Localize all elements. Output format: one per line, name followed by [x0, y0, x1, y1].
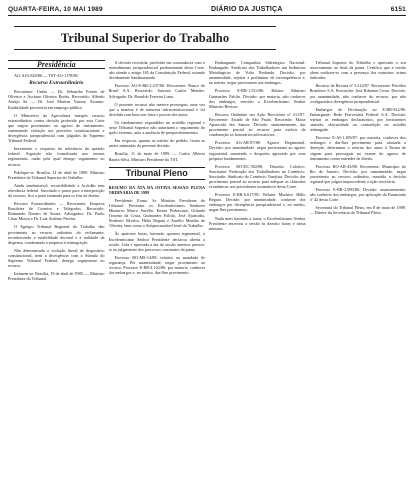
paragraph: Processo RO-MS-14/88, relativo ao mandado de segurança. Por unanimidade, negar provimento ao recurso. Processo E-RR-4.102/86: por maioria, conhecer dos embargos e, no mérito, dar-lhes provimento.: [108, 254, 205, 276]
recurso-heading: Recurso Extraordinário: [29, 80, 84, 87]
header-page-number: 6151: [390, 6, 406, 13]
case-codes: AG-AI-6.820/86 — TST-AG-1178/86: [14, 73, 78, 79]
paragraph: Brasília, 11 de maio de 1989. — Carlos Alberto Barata Silva, Ministro Presidente do TST.: [108, 151, 205, 162]
paragraph: Em resposta, quanto ao mérito do pedido, ficam as partes intimadas da presente decisão.: [108, 138, 205, 149]
paragraph: Embargos de Declaração no E-RR-812/86. Embargante: Rede Ferroviária Federal S.A. Decisão: rejeitar os embargos declaratórios, por inexistentes omissão, obscuridade ou contradição no acórdão embargado.: [309, 106, 406, 133]
paragraph: Recurso Extraordinário — Recorrente: Empresa Brasileira de Correios e Telégrafos. Recorrido: Raimundo Nonato de Souza. Advogados: Dr. Paulo César Moura e Dr. Luiz Antônio Pereira.: [8, 201, 105, 222]
paragraph: Presidente: Exmo. Sr. Ministro Presidente do Tribunal. Presentes os Excelentíssimos Senhores Ministros Marco Aurélio, Ermes Pedrassani, Orlando Teixeira da Costa, Guimarães Falcão, José Ajuricaba, Norberto Silveira, Hélio Regato e Aurélio Mendes de Oliveira, bem como o Subprocurador-Geral do Trabalho.: [108, 197, 205, 229]
column-3: [209, 60, 306, 500]
paragraph: Secretaria do Tribunal Pleno, em 8 de maio de 1989. — Diretor da Secretaria do Tribunal Pleno.: [309, 205, 406, 216]
paragraph: Processo E-AI-1.109/87: por maioria, conhecer dos embargos e dar-lhes provimento para, afastada a deserção, determinar o retorno dos autos à Turma de origem para prosseguir no exame do agravo de instrumento como entender de direito.: [309, 135, 406, 161]
paragraph: Os fundamentos expendidos no acórdão regional e neste Tribunal Superior não autorizam o seguimento do apelo extremo, ante a ausência de prequestionamento.: [108, 119, 205, 136]
paragraph: Embargante: Companhia Siderúrgica Nacional. Embargado: Sindicato dos Trabalhadores nas Indústrias Metalúrgicas de Volta Redonda. Decisão: por unanimidade, rejeitar a preliminar de incompetência e, no mérito, negar provimento aos embargos.: [209, 60, 306, 86]
paragraph: Não demonstrada a violação literal de dispositivo constitucional, nem a divergência com a Súmula do Supremo Tribunal Federal, denego seguimento ao recurso.: [8, 247, 105, 269]
section-title: Tribunal Superior do Trabalho: [14, 26, 276, 50]
paragraph: Processo E-RR-6.617/85: Relator Ministro Hélio Regato. Decisão: por unanimidade, conhecer dos embargos por divergência jurisprudencial e, no mérito, negar-lhes provimento.: [209, 192, 306, 213]
paragraph: Processo RO-DC-302/88: Dissídio Coletivo. Suscitante: Federação dos Trabalhadores no Comércio. Suscitado: Sindicato do Comércio Varejista. Decisão: dar provimento parcial ao recurso para adequar as cláusulas econômicas aos precedentes normativos desta Corte.: [209, 163, 306, 190]
running-header: [8, 6, 406, 16]
header-date: QUARTA-FEIRA, 10 MAI 1989: [8, 6, 103, 13]
article-columns: [8, 60, 406, 500]
paragraph: Intimem-se. Brasília, 19 de abril de 1989. — Ministro Presidente do Tribunal.: [8, 271, 105, 282]
paragraph: Processo E-RR-1.553/86: Relator Ministro Guimarães Falcão. Decisão: por maioria, não conhecer dos embargos, vencido o Excelentíssimo Senhor Ministro Revisor.: [209, 88, 306, 109]
tribunal-pleno-heading: Tribunal Pleno: [109, 167, 206, 180]
column-4: [310, 60, 407, 500]
paragraph: Recorrente: União — Dr. Sebastião Fontes de Oliveira e Ascânio Oliveira Borba. Recorrido: Alfredo Araújo Sá — Dr. José Martins Vianna. Assunto: Estabilidade provisória em emprego público.: [8, 89, 105, 110]
paragraph: Inexistente o requisito da relevância da questão federal. Arguição não formalizada nos termos regimentais, razão pela qual denego seguimento ao recurso.: [8, 146, 105, 167]
paragraph: Nada mais havendo a tratar, o Excelentíssimo Senhor Presidente encerrou a sessão às dezoito horas e trinta minutos.: [209, 215, 306, 231]
header-publication: DIÁRIO DA JUSTIÇA: [210, 6, 283, 13]
paragraph: Processo RO-AR-45/88: Recorrente: Município do Rio de Janeiro. Decisão: por unanimidade, negar provimento ao recurso ordinário, mantida a decisão regional que julgou improcedente a ação rescisória.: [309, 163, 406, 184]
paragraph: Às quatorze horas, havendo quorum regimental, o Excelentíssimo Senhor Presidente declarou aberta a sessão. Lida e aprovada a ata da sessão anterior, passou-se ao julgamento dos processos constantes da pauta.: [108, 231, 205, 252]
paragraph: A decisão recorrida, proferida em consonância com o entendimento jurisprudencial predominante desta Corte, não ofende o artigo 165 da Constituição Federal, estando devidamente fundamentada.: [108, 60, 205, 81]
column-1: [8, 60, 105, 500]
ata-heading: RESUMO DA ATA DA OITAVA SESSÃO PLENA ORDINÁRIA DE 1989: [108, 184, 205, 195]
paragraph: Recurso Ordinário em Ação Rescisória nº 211/87. Recorrente: Estado de São Paulo. Recorrido: Maria Aparecida dos Santos. Decisão: unanimemente, dar provimento parcial ao recurso para excluir da condenação os honorários advocatícios.: [209, 111, 306, 138]
presidencia-heading: Presidência: [8, 60, 105, 69]
paragraph: Recurso de Revista nº 3.214/87. Recorrente: Petróleo Brasileiro S.A. Recorrido: José Ribamar Costa. Decisão: por unanimidade, não conhecer do recurso, por não configurada a divergência jurisprudencial.: [309, 83, 406, 104]
column-2: [109, 60, 206, 500]
paragraph: Processo E-RR-2.990/86: Decisão: unanimemente, não conhecer dos embargos, por aplicação do Enunciado nº 42 desta Corte.: [309, 187, 406, 203]
paragraph: Tribunal Superior do Trabalho e aprovado o seu encerramento ao final da pauta. Certifico que a sessão plena realizou-se com a presença dos ministros acima indicados.: [309, 60, 406, 81]
paragraph: O Egrégio Tribunal Regional do Trabalho deu provimento ao recurso ordinário do reclamante, reconhecendo a estabilidade decenal e a nulidade da dispensa, condenando a empresa à reintegração.: [8, 224, 105, 245]
paragraph: Ainda inadmissível, recorribilidade a Acórdão sem relevância federal. Suscitado o prazo para a interposição do recurso, fica a parte intimada para os fins de direito.: [8, 182, 105, 198]
paragraph: Publique-se. Brasília, 14 de abril de 1989. Ministro Presidente do Tribunal Superior do Trabalho.: [8, 169, 105, 180]
paragraph: O Ministério da Agricultura interpôs recurso extraordinário contra decisão proferida por esta Corte que negou provimento ao agravo de instrumento, sustentando violação aos preceitos constitucionais e divergência jurisprudencial com julgados do Supremo Tribunal Federal.: [8, 112, 105, 144]
paragraph: Processo AG-AR-87/88: Agravo Regimental. Decisão: por unanimidade, negar provimento ao agravo regimental, mantendo o despacho agravado por seus próprios fundamentos.: [209, 140, 306, 161]
paragraph: O presente recurso não merece prosseguir, uma vez que a matéria é de natureza infraconstitucional e foi decidida com base nos fatos e provas dos autos.: [108, 101, 205, 117]
paragraph: Processo AG-E-RR-2.437/86. Recorrente: Banco do Brasil S.A. Recorrido: Antonio Carlos Mendes. Advogado: Dr. Ronaldo Ferreira Lima.: [108, 83, 205, 99]
